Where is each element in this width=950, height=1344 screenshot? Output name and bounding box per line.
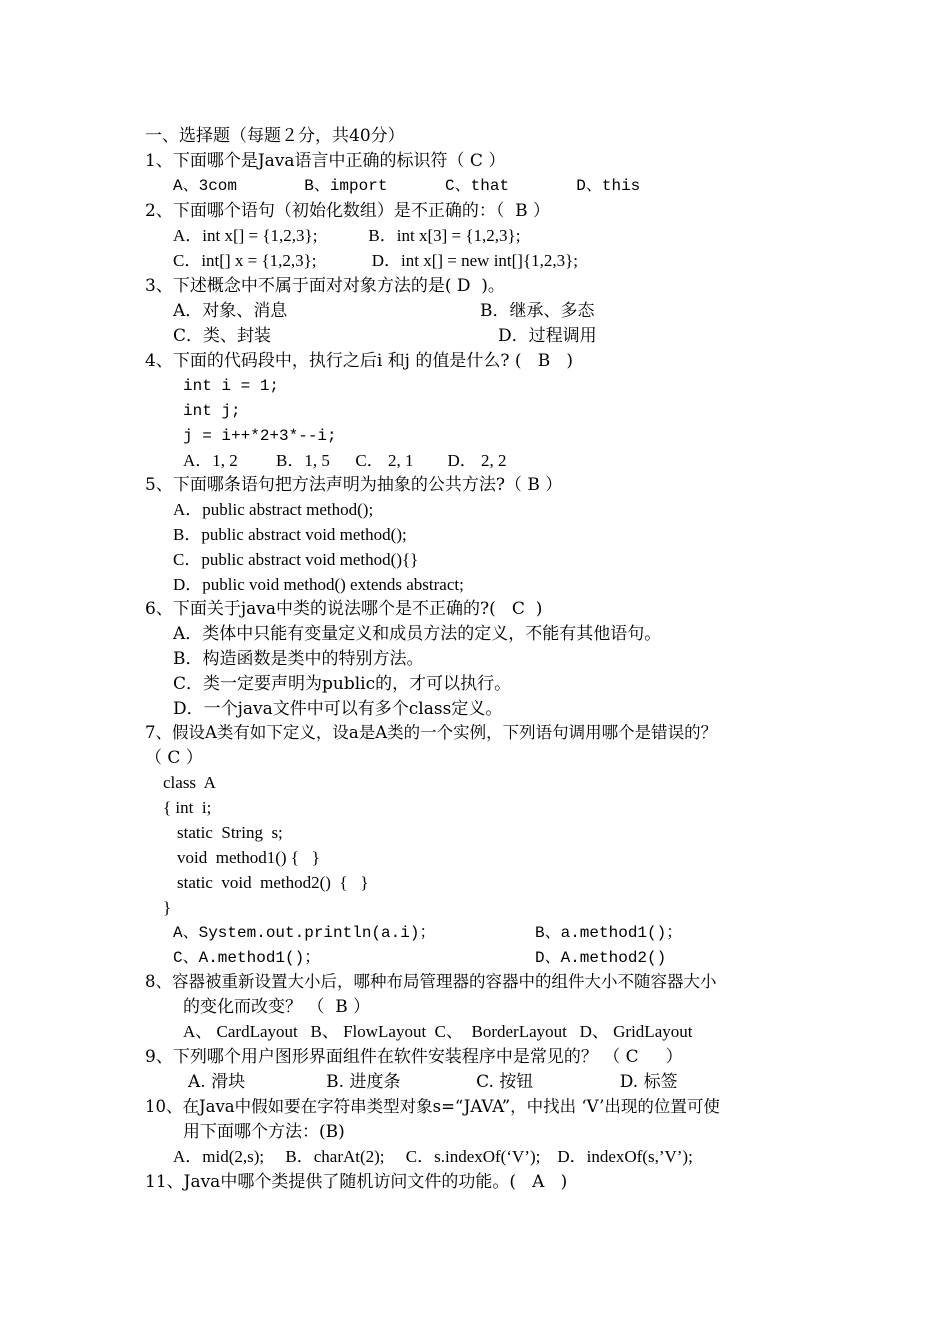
q7-code-line-3: static String s; (177, 823, 283, 842)
q5-option-d: D．public void method() extends abstract; (173, 575, 464, 594)
question-10-cont: 用下面哪个方法：(B) (183, 1122, 345, 1142)
q4-code-line-1: int i = 1; (183, 377, 280, 395)
question-2: 2、下面哪个语句（初始化数组）是不正确的：（ B ） (145, 201, 551, 221)
question-6: 6、下面关于java中类的说法哪个是不正确的?( C ) (145, 599, 543, 619)
question-3: 3、下述概念中不属于面对对象方法的是( D )。 (145, 276, 505, 296)
question-8-cont: 的变化而改变？ （ B ） (183, 997, 371, 1017)
q7-answer: （ C ） (145, 748, 203, 768)
question-8: 8、容器被重新设置大小后，哪种布局管理器的容器中的组件大小不随容器大小 (145, 972, 717, 991)
q3-option-b: B．继承、多态 (480, 301, 595, 321)
q10-options: A．mid(2,s); B．charAt(2); C．s.indexOf(‘V’); D．indexOf(s,’V’); (173, 1147, 693, 1166)
section-title: 一、选择题（每题２分，共40分） (145, 126, 405, 146)
q4-options: A．1, 2 B．1, 5 C． 2, 1 D． 2, 2 (183, 451, 507, 470)
q7-option-c: C、A.method1()； (173, 949, 321, 967)
q4-code-line-2: int j; (183, 402, 241, 420)
q7-code-line-2: { int i; (163, 798, 212, 817)
q5-option-a: A．public abstract method(); (173, 500, 374, 519)
q5-option-b: B．public abstract void method(); (173, 525, 407, 544)
q5-option-c: C．public abstract void method(){} (173, 550, 419, 569)
q7-code-line-6: } (163, 898, 172, 917)
question-9: 9、下列哪个用户图形界面组件在软件安装程序中是常见的？ （ C ） (145, 1047, 683, 1067)
q7-code-line-1: class A (163, 773, 216, 792)
q7-option-a: A、System.out.println(a.i)； (173, 924, 436, 942)
q4-code-line-3: j = i++*2+3*--i; (183, 427, 337, 445)
q7-option-b: B、a.method1()； (535, 924, 683, 942)
q6-option-c: C．类一定要声明为public的，才可以执行。 (173, 674, 512, 694)
question-11: 11、Java中哪个类提供了随机访问文件的功能。( A ) (145, 1172, 568, 1192)
q3-option-c: C．类、封装 (173, 326, 272, 346)
question-1: 1、下面哪个是Java语言中正确的标识符（ C ） (145, 151, 506, 171)
q2-options-cd: C．int[] x = {1,2,3}; D．int x[] = new int[]{1,2,3}; (173, 251, 579, 270)
q6-option-b: B．构造函数是类中的特别方法。 (173, 649, 424, 669)
question-5: 5、下面哪条语句把方法声明为抽象的公共方法?（ B ） (145, 475, 563, 495)
question-4: 4、下面的代码段中，执行之后i 和j 的值是什么? ( B ) (145, 351, 574, 371)
q8-options: A、 CardLayout B、 FlowLayout C、 BorderLayout D、 GridLayout (183, 1022, 693, 1041)
q2-options-ab: A．int x[] = {1,2,3}; B．int x[3] = {1,2,3}; (173, 226, 521, 245)
q6-option-a: A．类体中只能有变量定义和成员方法的定义，不能有其他语句。 (173, 624, 662, 644)
q6-option-d: D．一个java文件中可以有多个class定义。 (173, 699, 503, 719)
q1-options: A、3com B、import C、that D、this (173, 177, 641, 195)
question-7: 7、假设A类有如下定义，设a是A类的一个实例，下列语句调用哪个是错误的？ (145, 723, 718, 742)
q7-code-line-4: void method1() { } (177, 848, 320, 867)
q3-option-a: A．对象、消息 (173, 301, 288, 321)
q7-option-d: D、A.method2() (535, 949, 667, 967)
q3-option-d: D．过程调用 (498, 326, 597, 346)
question-10: 10、在Java中假如要在字符串类型对象s=“JAVA”，中找出 ‘V’出现的位置可使 (145, 1097, 720, 1116)
q9-options: A. 滑块 B. 进度条 C. 按钮 D. 标签 (188, 1072, 678, 1092)
q7-code-line-5: static void method2() { } (177, 873, 369, 892)
